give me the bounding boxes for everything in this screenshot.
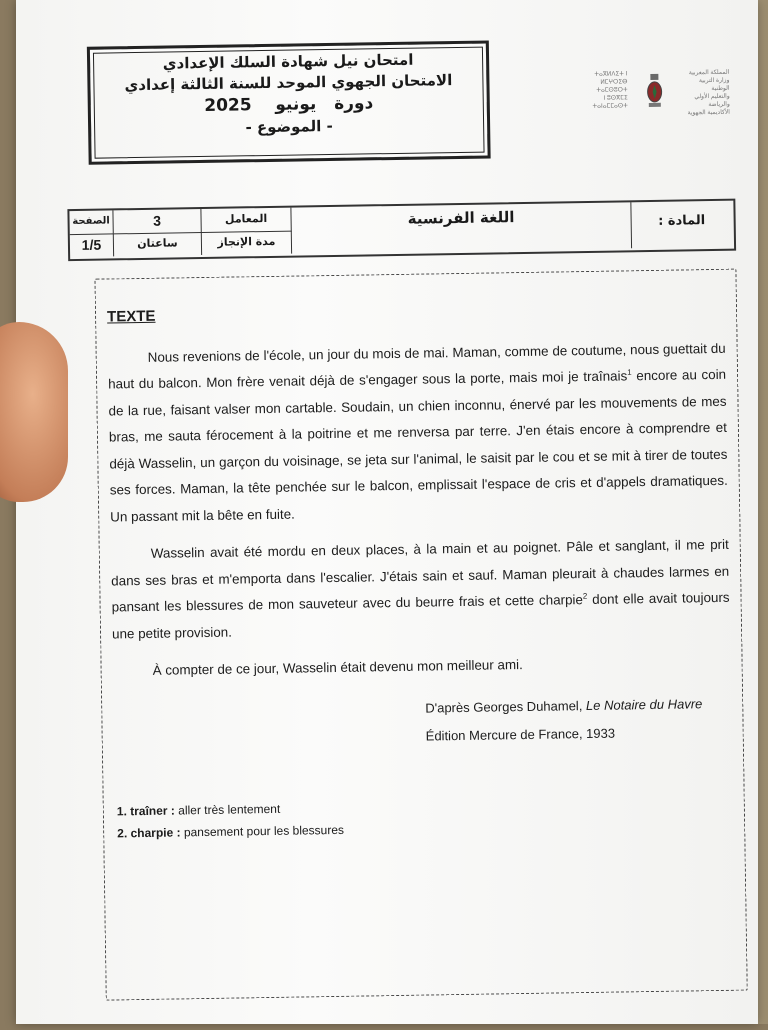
- paragraph-2: [111, 532, 731, 648]
- duration-value: ساعتان: [137, 236, 178, 251]
- ministry-text-right: المملكة المغربية وزارة التربية الوطنية والتعليم الأولي والرياضة الأكاديمية الجهوية: [687, 69, 731, 117]
- source-title: Le Notaire du Havre: [585, 695, 703, 713]
- session-month: يونيو: [275, 94, 317, 115]
- paragraph-2-part-b: dont elle avait toujours une petite provision.: [111, 589, 730, 641]
- ministry-text-left: ⵜⴰⴳⵍⴷⵉⵜ ⵏ ⵍⵎⵖⵔⵉⴱ ⵜⴰⵎⵙⵓⵔⵜ ⵏ ⵓⵙⴳⵎⵉ ⵜⴰⵏⴰⵎⵎⴰⵙⵜ: [592, 71, 628, 110]
- footnote-ref-1: 1: [627, 367, 632, 377]
- page-label: الصفحة: [72, 215, 110, 228]
- footnote-2-term: 2. charpie :: [117, 825, 181, 841]
- royal-seal-icon: [645, 72, 664, 110]
- exam-session-line: [91, 92, 487, 118]
- holding-thumb: [0, 322, 68, 502]
- exam-sheet: [16, 0, 758, 1024]
- reading-text: [107, 295, 732, 755]
- session-year: 2025: [204, 95, 252, 116]
- exam-title-line1: امتحان نيل شهادة السلك الإعدادي: [162, 50, 414, 73]
- coefficient-label: المعامل: [224, 211, 268, 226]
- exam-title-line2: الامتحان الجهوي الموحد للسنة الثالثة إعدادي: [124, 71, 453, 95]
- footnotes: [117, 797, 344, 845]
- footnote-2-definition: pansement pour les blessures: [180, 822, 345, 840]
- source-author: D'après Georges Duhamel,: [425, 697, 587, 716]
- source-edition: Édition Mercure de France, 1933: [425, 725, 616, 744]
- paragraph-3: À compter de ce jour, Wasselin était devenu mon meilleur ami.: [152, 657, 523, 678]
- footnote-2: [117, 819, 344, 845]
- footnote-1-definition: aller très lentement: [174, 801, 281, 818]
- paragraph-1-part-b: encore au coin de la rue, faisant valser mon cartable. Soudain, un chien inconnu, énervé par les mouvements de mes bras, me sauta férocement à la poitrine et me renversa par terre. J'en étais encore à comprendre et déjà Wasselin, un garçon du voisinage, se jeta sur l'animal, le saisit par le cou et se mit à tirer de toutes ses forces. Maman, la tête penchée sur le balcon, emplissait l'espace de cris et d'appels dramatiques. Un passant mit la bête en fuite.: [108, 366, 728, 524]
- exam-title-box: [87, 40, 491, 164]
- ministry-logo-block: [569, 65, 730, 128]
- text-heading: TEXTE: [106, 307, 156, 326]
- text-source: [425, 689, 732, 750]
- exam-subject-marker: - الموضوع -: [245, 116, 333, 137]
- exam-info-table: [67, 199, 736, 261]
- paragraph-1-part-a: Nous revenions de l'école, un jour du mois de mai. Maman, comme de coutume, nous guettait du haut du balcon. Mon frère venait déjà de s'engager sous la porte, mais moi je traînais: [108, 340, 726, 392]
- footnote-ref-2: 2: [582, 591, 588, 601]
- subject-label: المادة :: [658, 213, 706, 229]
- source-author-line: [425, 689, 731, 722]
- coefficient-value: 3: [153, 212, 162, 229]
- paragraph-2-part-a: Wasselin avait été mordu en deux places, à la main et au poignet. Pâle et sanglant, il me prit dans ses bras et m'emporta dans l'escalier. J'étais sain et sauf. Maman pleurait à chaudes larmes en pansant les blessures de mon sauveteur avec du beurre frais et cette charpie: [111, 536, 730, 615]
- page-value: 1/5: [81, 236, 102, 253]
- subject-value: اللغة الفرنسية: [407, 208, 515, 228]
- footnote-1-term: 1. traîner :: [116, 803, 175, 819]
- paragraph-1: [108, 335, 729, 530]
- duration-label: مدة الإنجاز: [217, 234, 276, 249]
- session-label: دورة: [333, 93, 374, 114]
